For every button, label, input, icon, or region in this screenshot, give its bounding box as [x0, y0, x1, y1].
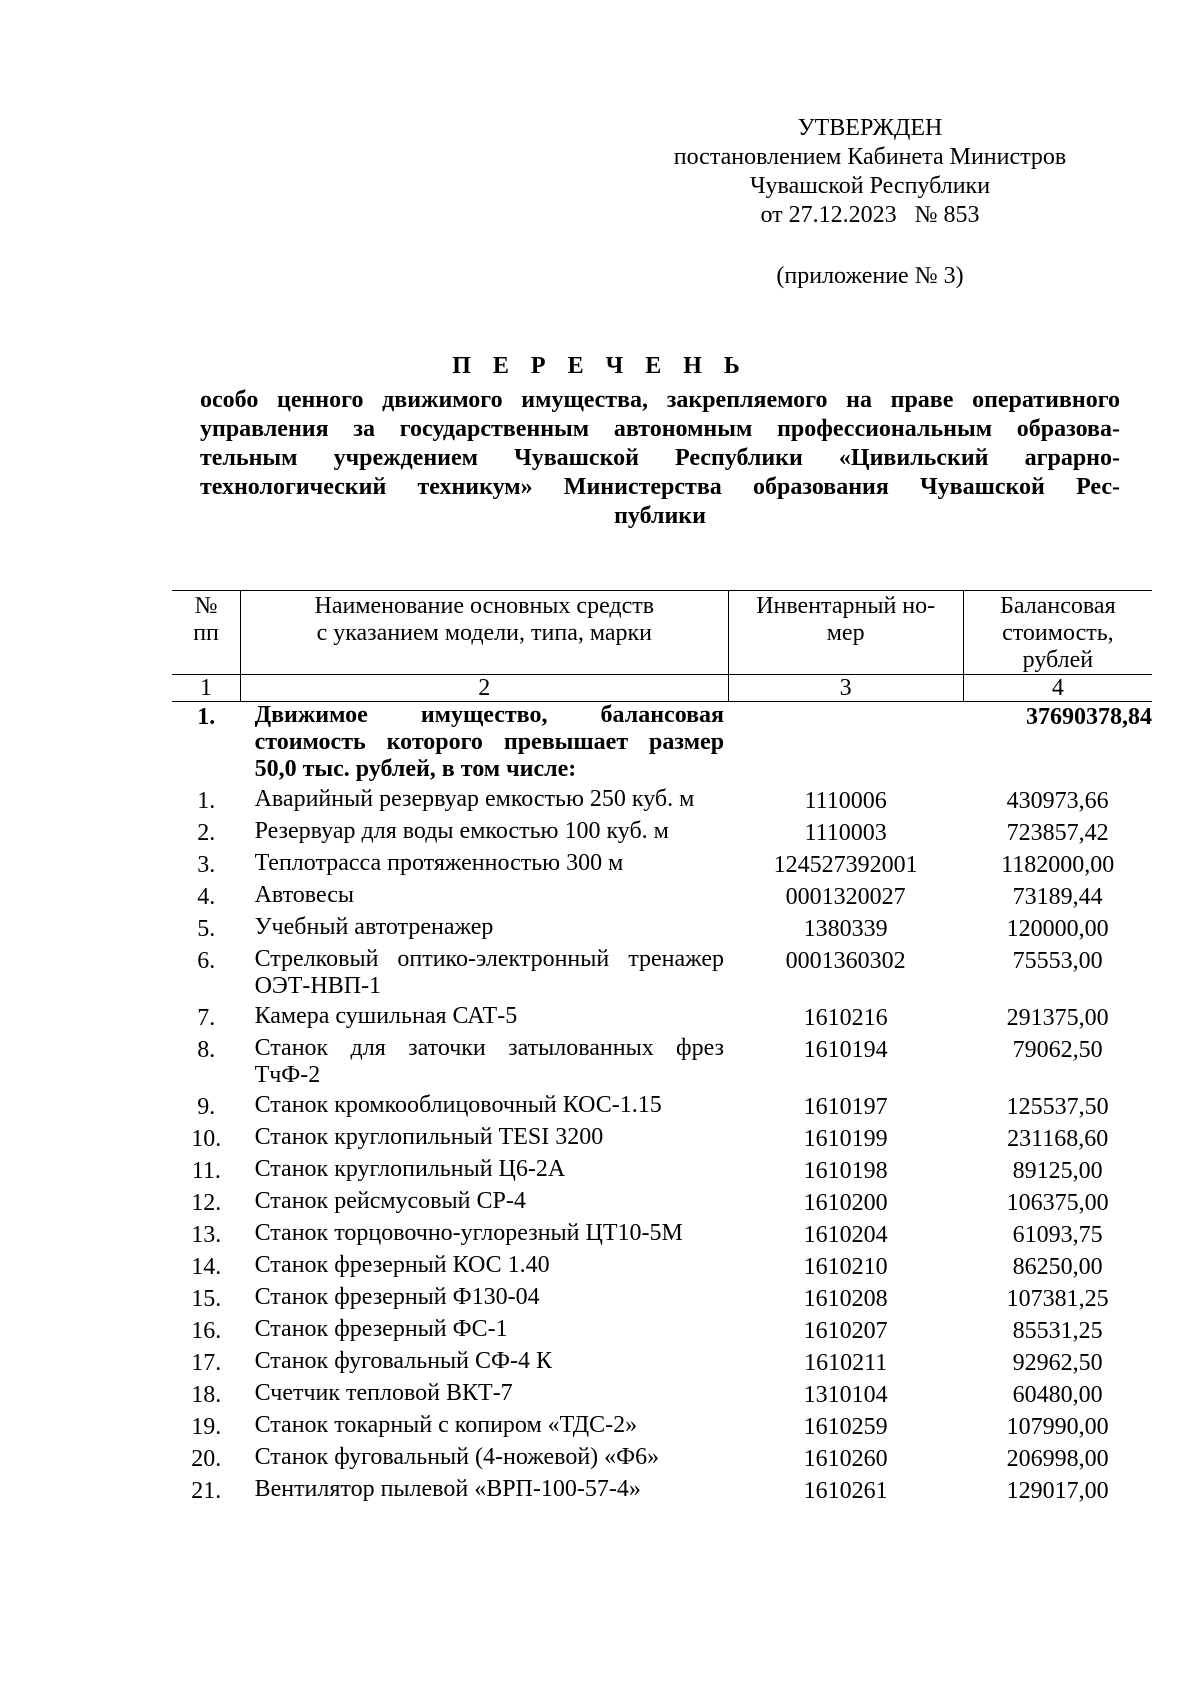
row-name: Станок круглопильный TESI 3200 [254, 1124, 604, 1150]
row-num: 7. [197, 1005, 216, 1031]
row-name: Станок круглопильный Ц6-2А [254, 1156, 566, 1182]
row-cost: 92962,50 [1012, 1350, 1103, 1376]
header-inventory-line: мер [826, 620, 865, 646]
subtitle-line: публики [614, 503, 706, 529]
row-num: 15. [191, 1286, 222, 1312]
row-cost: 75553,00 [1012, 948, 1103, 974]
group-num: 1. [197, 704, 216, 730]
row-cost: 129017,00 [1006, 1478, 1109, 1504]
table-row [172, 914, 1152, 946]
approval-block [620, 114, 1120, 230]
header-num-line: пп [193, 620, 219, 646]
row-name: Теплотрасса протяженностью 300 м [254, 850, 624, 876]
header-name-line: Наименование основных средств [314, 593, 655, 619]
row-cost: 107990,00 [1006, 1414, 1109, 1440]
group-name: Движимое имущество, балансовая стоимость которого превышает размер 50,0 тыс. рублей, в том числе: [254, 702, 725, 782]
row-inventory: 1110006 [804, 788, 887, 814]
row-num: 14. [191, 1254, 222, 1280]
row-name: Станок токарный с копиром «ТДС-2» [254, 1412, 638, 1438]
table-row [172, 1220, 1152, 1252]
table-row [172, 946, 1152, 1003]
row-name: Станок фуговальный (4-ножевой) «Ф6» [254, 1444, 660, 1470]
column-number: 3 [728, 675, 963, 702]
row-num: 5. [197, 916, 216, 942]
group-cost: 37690378,84 [1026, 704, 1152, 730]
row-cost: 73189,44 [1012, 884, 1103, 910]
row-name: Станок торцовочно-углорезный ЦТ10-5М [254, 1220, 683, 1246]
row-inventory: 1610260 [803, 1446, 888, 1472]
table-header-row [172, 591, 1152, 675]
row-cost: 61093,75 [1012, 1222, 1103, 1248]
column-number-row [172, 675, 1152, 702]
row-num: 10. [191, 1126, 222, 1152]
subtitle-line: управления за государственным автономным профессиональным образова- [200, 416, 1120, 442]
row-num: 21. [191, 1478, 222, 1504]
group-row [172, 702, 1152, 787]
row-cost: 79062,50 [1012, 1037, 1103, 1063]
table-row [172, 818, 1152, 850]
row-cost: 107381,25 [1006, 1286, 1109, 1312]
row-inventory: 1610199 [803, 1126, 888, 1152]
row-inventory: 1610259 [803, 1414, 888, 1440]
row-inventory: 0001360302 [785, 948, 906, 974]
column-number: 2 [241, 675, 728, 702]
table-row [172, 1444, 1152, 1476]
row-name: Станок рейсмусовый СР-4 [254, 1188, 526, 1214]
row-inventory: 124527392001 [773, 852, 918, 878]
row-name: Станок фрезерный Ф130-04 [254, 1284, 540, 1310]
row-inventory: 1110003 [804, 820, 887, 846]
header-num [172, 591, 241, 675]
header-name-line: с указанием модели, типа, марки [316, 620, 653, 646]
header-cost-line: Балансовая [1000, 593, 1116, 619]
row-num: 11. [191, 1158, 221, 1184]
row-num: 16. [191, 1318, 222, 1344]
header-num-line: № [194, 593, 218, 619]
table-row [172, 786, 1152, 818]
header-inventory-line: Инвентарный но- [756, 593, 936, 619]
subtitle-line: технологический техникум» Министерства образования Чувашской Рес- [200, 474, 1120, 500]
row-num: 20. [191, 1446, 222, 1472]
approval-line-republic: Чувашской Республики [749, 173, 991, 199]
row-num: 12. [191, 1190, 222, 1216]
row-num: 1. [197, 788, 216, 814]
row-num: 19. [191, 1414, 222, 1440]
row-cost: 120000,00 [1006, 916, 1109, 942]
column-number: 4 [963, 675, 1152, 702]
column-number: 1 [172, 675, 241, 702]
row-cost: 86250,00 [1012, 1254, 1103, 1280]
header-cost-line: рублей [1022, 647, 1094, 673]
row-num: 13. [191, 1222, 222, 1248]
table-row [172, 1003, 1152, 1035]
row-name: Вентилятор пылевой «ВРП-100-57-4» [254, 1476, 641, 1502]
row-inventory: 0001320027 [785, 884, 906, 910]
row-inventory: 1610208 [803, 1286, 888, 1312]
row-inventory: 1610200 [803, 1190, 888, 1216]
annex-label: (приложение № 3) [776, 263, 964, 289]
row-name: Учебный автотренажер [254, 914, 494, 940]
row-num: 2. [197, 820, 216, 846]
row-inventory: 1610198 [803, 1158, 888, 1184]
row-inventory: 1610261 [803, 1478, 888, 1504]
row-num: 3. [197, 852, 216, 878]
row-inventory: 1310104 [803, 1382, 888, 1408]
table-row [172, 882, 1152, 914]
row-num: 6. [197, 948, 216, 974]
row-inventory: 1610204 [803, 1222, 888, 1248]
row-name: Стрелковый оптико-электронный тренажер ОЭТ-НВП-1 [254, 946, 725, 999]
row-num: 9. [197, 1094, 216, 1120]
table-row [172, 1380, 1152, 1412]
table-row [172, 1092, 1152, 1124]
row-cost: 125537,50 [1006, 1094, 1109, 1120]
table-body [172, 702, 1152, 1509]
row-name: Камера сушильная САТ-5 [254, 1003, 518, 1029]
row-name: Резервуар для воды емкостью 100 куб. м [254, 818, 669, 844]
subtitle-line: особо ценного движимого имущества, закрепляемого на праве оперативного [200, 387, 1120, 413]
table-row [172, 1476, 1152, 1508]
row-cost: 60480,00 [1012, 1382, 1103, 1408]
row-cost: 106375,00 [1006, 1190, 1109, 1216]
header-cost-line: стоимость, [1002, 620, 1114, 646]
table-row [172, 850, 1152, 882]
row-inventory: 1610194 [803, 1037, 888, 1063]
row-cost: 85531,25 [1012, 1318, 1103, 1344]
table-row [172, 1348, 1152, 1380]
row-inventory: 1610216 [803, 1005, 888, 1031]
row-inventory: 1380339 [803, 916, 888, 942]
header-inventory [728, 591, 963, 675]
table-row [172, 1035, 1152, 1092]
table-row [172, 1156, 1152, 1188]
approval-line-date-number: от 27.12.2023 № 853 [760, 202, 980, 228]
approval-line-approved: УТВЕРЖДЕН [797, 115, 943, 141]
table-row [172, 1284, 1152, 1316]
subtitle-line: тельным учреждением Чувашской Республики «Цивильский аграрно- [200, 445, 1120, 471]
row-cost: 723857,42 [1006, 820, 1109, 846]
row-cost: 231168,60 [1007, 1126, 1109, 1152]
row-inventory: 1610197 [803, 1094, 888, 1120]
row-name: Автовесы [254, 882, 355, 908]
row-num: 8. [197, 1037, 216, 1063]
table-row [172, 1412, 1152, 1444]
row-cost: 89125,00 [1012, 1158, 1103, 1184]
row-cost: 430973,66 [1006, 788, 1109, 814]
table-row [172, 1124, 1152, 1156]
header-name [241, 591, 728, 675]
row-cost: 1182000,00 [1001, 852, 1115, 878]
row-inventory: 1610210 [803, 1254, 888, 1280]
group-inventory [728, 702, 963, 787]
row-name: Станок кромкооблицовочный КОС-1.15 [254, 1092, 662, 1118]
row-name: Станок для заточки затылованных фрез ТчФ-2 [254, 1035, 725, 1088]
row-num: 17. [191, 1350, 222, 1376]
row-inventory: 1610211 [804, 1350, 888, 1376]
row-name: Аварийный резервуар емкостью 250 куб. м [254, 786, 695, 812]
row-name: Станок фуговальный СФ-4 К [254, 1348, 552, 1374]
row-name: Станок фрезерный ФС-1 [254, 1316, 508, 1342]
row-inventory: 1610207 [803, 1318, 888, 1344]
approval-line-resolution: постановлением Кабинета Министров [673, 144, 1067, 170]
table-row [172, 1316, 1152, 1348]
table-row [172, 1188, 1152, 1220]
document-subtitle [200, 386, 1120, 531]
row-num: 4. [197, 884, 216, 910]
row-num: 18. [191, 1382, 222, 1408]
row-name: Станок фрезерный КОС 1.40 [254, 1252, 550, 1278]
property-table [172, 590, 1152, 1508]
header-cost [963, 591, 1152, 675]
row-name: Счетчик тепловой ВКТ-7 [254, 1380, 513, 1406]
table-row [172, 1252, 1152, 1284]
document-title: П Е Р Е Ч Е Н Ь [452, 353, 748, 379]
row-cost: 291375,00 [1006, 1005, 1109, 1031]
row-cost: 206998,00 [1006, 1446, 1109, 1472]
